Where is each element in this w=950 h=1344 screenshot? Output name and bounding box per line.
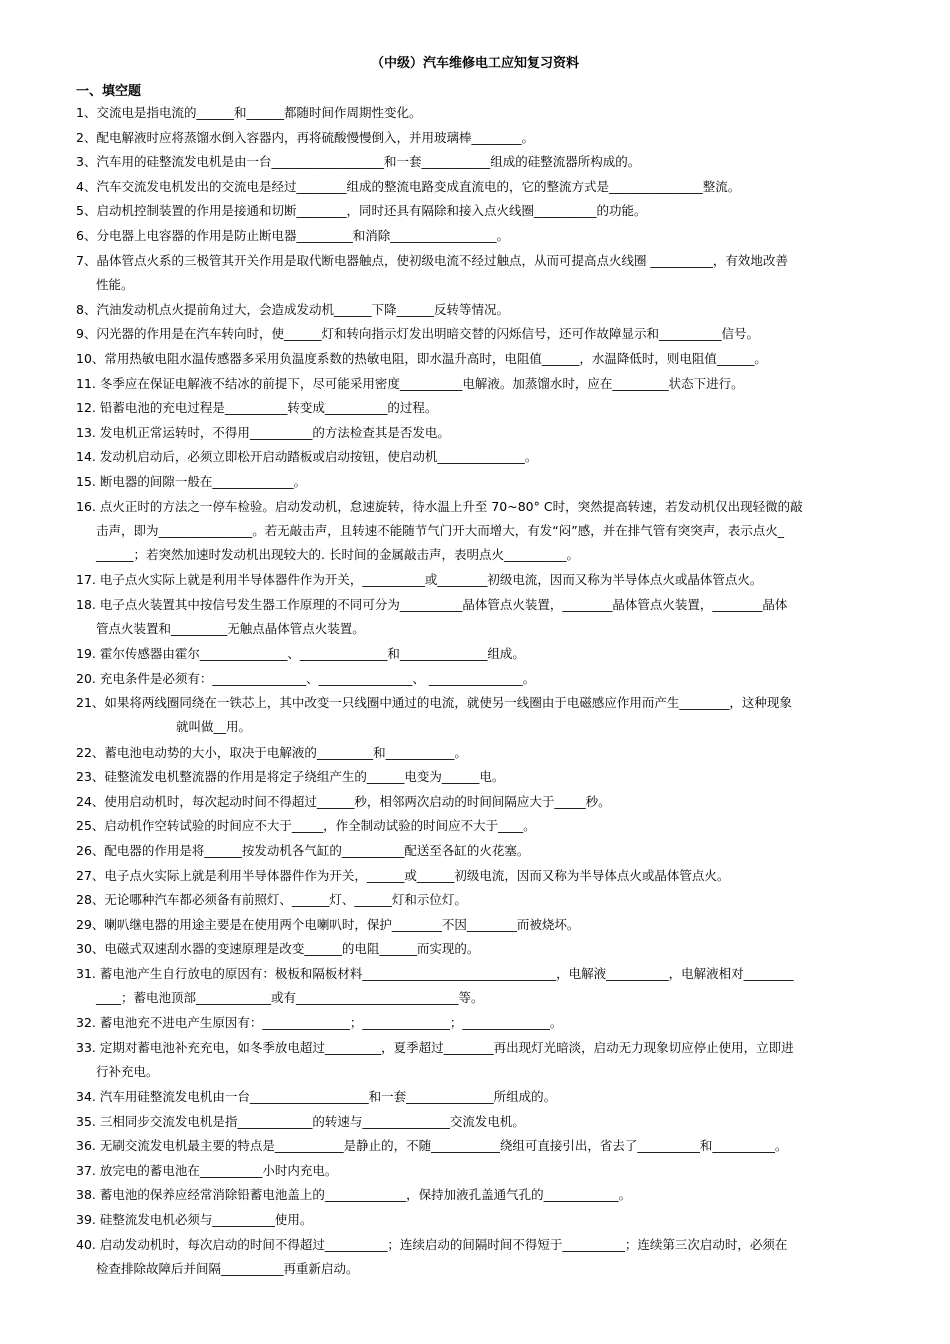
question-item — [76, 568, 908, 592]
question-item — [76, 150, 908, 174]
question-line: 36. 无刷交流发电机最主要的特点是___________是静止的，不随___________绕组可直接引出，省去了__________和__________。 — [76, 1138, 788, 1154]
question-line: 33. 定期对蓄电池补充充电，如冬季放电超过_________，夏季超过________再出现灯光暗淡，启动无力现象切应停止使用，立即进 — [76, 1039, 794, 1055]
question-line: 20. 充电条件是必须有：_______________、_______________、 _______________。 — [76, 670, 536, 686]
question-continuation: ____；蓄电池顶部____________或有__________________________等。 — [96, 990, 484, 1005]
question-line: 12. 铅蓄电池的充电过程是__________转变成__________的过程。 — [76, 400, 438, 416]
question-continuation: 击声，即为_______________。若无敲击声，且转速不能随节气门开大而增大，有发“闷”感，并在排气管有突突声，表示点火_ — [96, 522, 784, 538]
section-heading: 一、填空题 — [76, 84, 142, 99]
question-line: 3、汽车用的硅整流发电机是由一台__________________和一套___________组成的硅整流器所构成的。 — [76, 154, 641, 170]
question-line: 25、启动机作空转试验的时间应不大于_____，作全制动试验的时间应不大于____。 — [76, 818, 536, 834]
question-item — [76, 175, 908, 199]
question-line: 23、硅整流发电机整流器的作用是将定子绕组产生的______电变为______电。 — [76, 769, 505, 785]
question-line: 4、汽车交流发电机发出的交流电是经过________组成的整流电路变成直流电的，它的整流方式是_______________整流。 — [76, 178, 741, 194]
question-line: 37. 放完电的蓄电池在__________小时内充电。 — [76, 1162, 338, 1178]
question-item — [76, 1208, 908, 1232]
question-line: 10、常用热敏电阻水温传感器多采用负温度系数的热敏电阻，即水温升高时，电阻值______，水温降低时，则电阻值______。 — [76, 351, 767, 366]
question-line: 7、晶体管点火系的三极管其开关作用是取代断电器触点，使初级电流不经过触点，从而可提高点火线圈 __________，有效地改善 — [76, 252, 788, 268]
question-item — [76, 372, 908, 396]
question-line: 34. 汽车用硅整流发电机由一台___________________和一套______________所组成的。 — [76, 1089, 557, 1104]
question-item — [76, 741, 908, 765]
question-line: 27、电子点火实际上就是利用半导体器件作为开关，______或______初级电流，因而又称为半导体点火或晶体管点火。 — [76, 867, 730, 883]
question-line: 31. 蓄电池产生自行放电的原因有：极板和隔板材料_______________________________，电解液__________，电解液相对________ — [76, 966, 794, 981]
question-item — [76, 691, 908, 739]
question-line: 28、无论哪种汽车都必须备有前照灯、______灯、______灯和示位灯。 — [76, 892, 467, 908]
question-line: 32. 蓄电池充不进电产生原因有：______________；______________；______________。 — [76, 1015, 563, 1031]
page-title: （中级）汽车维修电工应知复习资料 — [370, 56, 579, 71]
question-line: 22、蓄电池电动势的大小，取决于电解液的_________和___________。 — [76, 744, 467, 760]
question-item — [76, 937, 908, 961]
question-line: 39. 硅整流发电机必须与__________使用。 — [76, 1212, 313, 1227]
question-line: 11. 冬季应在保证电解液不结冰的前提下，尽可能采用密度__________电解液。加蒸馏水时，应在_________状态下进行。 — [76, 375, 744, 391]
question-line: 30、电磁式双速刮水器的变速原理是改变______的电阻______而实现的。 — [76, 941, 480, 957]
question-continuation: ______；若突然加速时发动机出现较大的. 长时间的金属敲击声，表明点火__________。 — [96, 546, 579, 562]
question-item — [76, 1036, 908, 1084]
question-item — [76, 421, 908, 445]
question-continuation: 管点火装置和_________无触点晶体管点火装置。 — [96, 621, 365, 636]
question-item — [76, 814, 908, 838]
question-item — [76, 126, 908, 150]
question-line: 9、闪光器的作用是在汽车转向时，使______灯和转向指示灯发出明暗交替的闪烁信号，还可作故障显示和__________信号。 — [76, 326, 759, 342]
question-line: 38. 蓄电池的保养应经常消除铅蓄电池盖上的_____________，保持加液孔盖通气孔的____________。 — [76, 1187, 632, 1203]
question-item — [76, 322, 908, 346]
question-item — [76, 1159, 908, 1183]
question-line: 16. 点火正时的方法之一停车检验。启动发动机，怠速旋转，待水温上升至 70~80° C时，突然提高转速，若发动机仅出现轻微的敲 — [76, 498, 803, 514]
question-continuation: 性能。 — [96, 276, 134, 292]
question-line: 40. 启动发动机时，每次启动的时间不得超过__________；连续启动的间隔时间不得短于__________；连续第三次启动时，必须在 — [76, 1236, 788, 1252]
question-item — [76, 495, 908, 567]
question-item — [76, 962, 908, 1010]
question-item — [76, 101, 908, 125]
question-item — [76, 224, 908, 248]
question-line: 8、汽油发动机点火提前角过大，会造成发动机______下降______反转等情况。 — [76, 301, 509, 317]
question-continuation: 就叫做__用。 — [176, 719, 252, 735]
question-line: 35. 三相同步交流发电机是指____________的转速与______________交流发电机。 — [76, 1113, 525, 1129]
question-line: 2、配电解液时应将蒸馏水倒入容器内，再将硫酸慢慢倒入，并用玻璃棒________。 — [76, 129, 534, 145]
question-item — [76, 913, 908, 937]
question-line: 6、分电器上电容器的作用是防止断电器_________和消除_________________。 — [76, 228, 509, 243]
question-item — [76, 593, 908, 641]
question-line: 5、启动机控制装置的作用是接通和切断________，同时还具有隔除和接入点火线圈__________的功能。 — [76, 203, 647, 219]
question-item — [76, 199, 908, 223]
question-item — [76, 790, 908, 814]
question-item — [76, 298, 908, 322]
question-item — [76, 1085, 908, 1109]
question-item — [76, 839, 908, 863]
question-line: 15. 断电器的间隙一般在_____________。 — [76, 474, 307, 489]
question-item — [76, 1011, 908, 1035]
question-item — [76, 1233, 908, 1281]
question-line: 26、配电器的作用是将______按发动机各气缸的__________配送至各缸的火花塞。 — [76, 843, 530, 858]
question-line: 13. 发电机正常运转时，不得用__________的方法检查其是否发电。 — [76, 424, 450, 440]
question-item — [76, 445, 908, 469]
question-item — [76, 249, 908, 297]
question-line: 19. 霍尔传感器由霍尔______________、______________和______________组成。 — [76, 646, 525, 662]
question-item — [76, 396, 908, 420]
question-continuation: 行补充电。 — [96, 1063, 159, 1079]
question-item — [76, 888, 908, 912]
question-line: 24、使用启动机时，每次起动时间不得超过______秒，相邻两次启动的时间间隔应大于_____秒。 — [76, 793, 611, 809]
question-line: 17. 电子点火实际上就是利用半导体器件作为开关，__________或________初级电流，因而又称为半导体点火或晶体管点火。 — [76, 572, 763, 588]
question-item — [76, 1110, 908, 1134]
question-line: 18. 电子点火装置其中按信号发生器工作原理的不同可分为__________晶体管点火装置，________晶体管点火装置，________晶体 — [76, 597, 788, 612]
question-line: 21、如果将两线圈同绕在一铁芯上，其中改变一只线圈中通过的电流，就使另一线圈由于电磁感应作用而产生________，这种现象 — [76, 695, 792, 711]
question-item — [76, 470, 908, 494]
question-item — [76, 1183, 908, 1207]
question-line: 29、喇叭继电器的用途主要是在使用两个电喇叭时，保护________不因________而被烧坏。 — [76, 916, 580, 932]
question-line: 1、交流电是指电流的______和______都随时间作周期性变化。 — [76, 105, 422, 120]
question-item — [76, 864, 908, 888]
question-item — [76, 1134, 908, 1158]
question-item — [76, 667, 908, 691]
question-line: 14. 发动机启动后，必须立即松开启动踏板或启动按钮，使启动机______________。 — [76, 449, 538, 465]
question-continuation: 检查排除故障后并间隔__________再重新启动。 — [96, 1260, 359, 1276]
question-item — [76, 642, 908, 666]
question-item — [76, 765, 908, 789]
question-item — [76, 347, 908, 371]
